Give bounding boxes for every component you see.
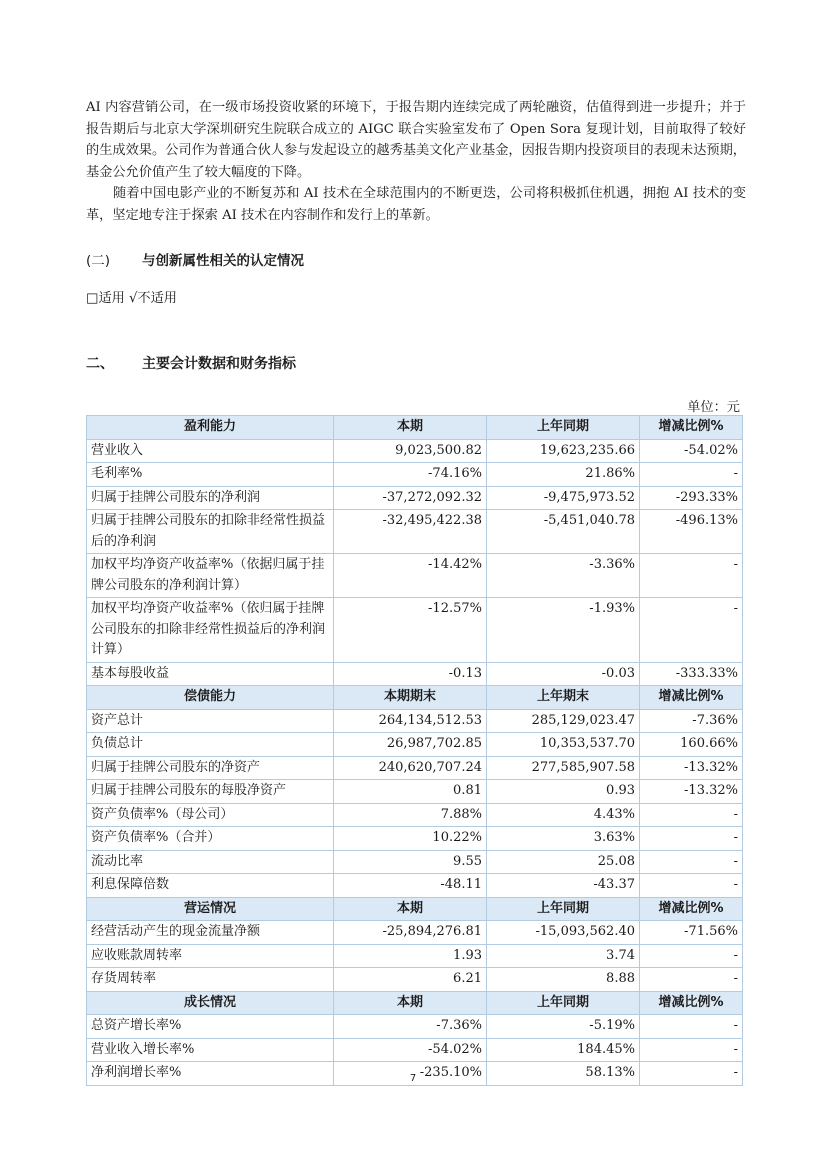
row-value: 25.08 xyxy=(487,850,640,874)
table-section-header xyxy=(87,686,743,710)
row-label: 毛利率% xyxy=(87,463,334,487)
row-value: 264,134,512.53 xyxy=(334,709,487,733)
row-label: 资产负债率%（母公司） xyxy=(87,803,334,827)
row-value: 0.81 xyxy=(334,780,487,804)
row-label: 负债总计 xyxy=(87,733,334,757)
table-header-cell: 营运情况 xyxy=(87,897,334,921)
row-value: 240,620,707.24 xyxy=(334,756,487,780)
table-row xyxy=(87,850,743,874)
row-value: -13.32% xyxy=(640,780,743,804)
row-label: 经营活动产生的现金流量净额 xyxy=(87,921,334,945)
table-row xyxy=(87,439,743,463)
table-header-cell: 增减比例% xyxy=(640,991,743,1015)
row-value: 285,129,023.47 xyxy=(487,709,640,733)
row-value: - xyxy=(640,1038,743,1062)
table-row xyxy=(87,756,743,780)
row-value: -12.57% xyxy=(334,598,487,663)
table-row xyxy=(87,921,743,945)
row-value: -7.36% xyxy=(334,1015,487,1039)
row-value: -3.36% xyxy=(487,554,640,598)
row-value: 1.93 xyxy=(334,944,487,968)
table-row xyxy=(87,554,743,598)
table-row xyxy=(87,780,743,804)
row-value: - xyxy=(640,850,743,874)
table-section-header xyxy=(87,991,743,1015)
table-header-cell: 偿债能力 xyxy=(87,686,334,710)
row-value: - xyxy=(640,803,743,827)
body-paragraph-1: AI 内容营销公司，在一级市场投资收紧的环境下，于报告期内连续完成了两轮融资，估值得到进一步提升；并于报告期后与北京大学深圳研究生院联合成立的 AIGC 联合实验室发布了 Open Sora 复现计划，目前取得了较好的生成效果。公司作为普通合伙人参与发起设立的越秀基美文化产业基金，因报告期内投资项目的表现未达预期，基金公允价值产生了较大幅度的下降。 xyxy=(86,100,746,180)
row-value: 3.63% xyxy=(487,827,640,851)
table-header-cell: 本期 xyxy=(334,991,487,1015)
row-label: 归属于挂牌公司股东的净资产 xyxy=(87,756,334,780)
row-value: -25,894,276.81 xyxy=(334,921,487,945)
row-label: 基本每股收益 xyxy=(87,662,334,686)
row-value: 7.88% xyxy=(334,803,487,827)
table-row xyxy=(87,486,743,510)
row-label: 归属于挂牌公司股东的每股净资产 xyxy=(87,780,334,804)
row-label: 资产负债率%（合并） xyxy=(87,827,334,851)
table-row xyxy=(87,803,743,827)
row-value: - xyxy=(640,598,743,663)
row-value: -54.02% xyxy=(334,1038,487,1062)
section-title: 主要会计数据和财务指标 xyxy=(142,356,296,372)
table-header-cell: 增减比例% xyxy=(640,686,743,710)
row-value: - xyxy=(640,874,743,898)
row-value: -7.36% xyxy=(640,709,743,733)
unit-label: 单位：元 xyxy=(687,400,740,415)
table-header-cell: 盈利能力 xyxy=(87,416,334,440)
row-value: -54.02% xyxy=(640,439,743,463)
row-value: -13.32% xyxy=(640,756,743,780)
row-value: -0.03 xyxy=(487,662,640,686)
table-row xyxy=(87,733,743,757)
row-label: 流动比率 xyxy=(87,850,334,874)
table-header-cell: 增减比例% xyxy=(640,416,743,440)
table-row xyxy=(87,1015,743,1039)
table-header-cell: 本期 xyxy=(334,897,487,921)
row-value: 19,623,235.66 xyxy=(487,439,640,463)
row-value: -74.16% xyxy=(334,463,487,487)
row-value: - xyxy=(640,827,743,851)
table-row xyxy=(87,968,743,992)
row-value: -496.13% xyxy=(640,510,743,554)
row-value: 4.43% xyxy=(487,803,640,827)
row-label: 利息保障倍数 xyxy=(87,874,334,898)
row-label: 资产总计 xyxy=(87,709,334,733)
row-value: -9,475,973.52 xyxy=(487,486,640,510)
financial-indicators-table xyxy=(86,415,743,1086)
row-value: -37,272,092.32 xyxy=(334,486,487,510)
table-header-cell: 上年同期 xyxy=(487,416,640,440)
row-label: 营业收入增长率% xyxy=(87,1038,334,1062)
row-value: -0.13 xyxy=(334,662,487,686)
table-header-cell: 成长情况 xyxy=(87,991,334,1015)
row-label: 加权平均净资产收益率%（依据归属于挂牌公司股东的净利润计算） xyxy=(87,554,334,598)
row-value: 6.21 xyxy=(334,968,487,992)
row-value: - xyxy=(640,944,743,968)
body-paragraph-2: 随着中国电影产业的不断复苏和 AI 技术在全球范围内的不断更迭，公司将积极抓住机遇，拥抱 AI 技术的变革，坚定地专注于探索 AI 技术在内容制作和发行上的革新。 xyxy=(86,186,746,223)
row-value: 277,585,907.58 xyxy=(487,756,640,780)
table-section-header xyxy=(87,897,743,921)
row-label: 加权平均净资产收益率%（依归属于挂牌公司股东的扣除非经常性损益后的净利润计算） xyxy=(87,598,334,663)
subsection-heading xyxy=(86,249,304,269)
row-label: 总资产增长率% xyxy=(87,1015,334,1039)
row-value: 9.55 xyxy=(334,850,487,874)
row-value: 58.13% xyxy=(487,1062,640,1086)
applicability-choice: □适用 √不适用 xyxy=(86,291,177,306)
table-section-header xyxy=(87,416,743,440)
row-value: -1.93% xyxy=(487,598,640,663)
row-value: 9,023,500.82 xyxy=(334,439,487,463)
row-label: 存货周转率 xyxy=(87,968,334,992)
table-row xyxy=(87,598,743,663)
table-header-cell: 上年期末 xyxy=(487,686,640,710)
row-label: 归属于挂牌公司股东的扣除非经常性损益后的净利润 xyxy=(87,510,334,554)
row-label: 归属于挂牌公司股东的净利润 xyxy=(87,486,334,510)
row-label: 应收账款周转率 xyxy=(87,944,334,968)
row-value: -333.33% xyxy=(640,662,743,686)
row-value: -293.33% xyxy=(640,486,743,510)
row-value: 0.93 xyxy=(487,780,640,804)
table-row xyxy=(87,1038,743,1062)
row-value: -5,451,040.78 xyxy=(487,510,640,554)
table-header-cell: 增减比例% xyxy=(640,897,743,921)
row-value: -14.42% xyxy=(334,554,487,598)
table-header-cell: 本期 xyxy=(334,416,487,440)
table-row xyxy=(87,874,743,898)
table-row xyxy=(87,662,743,686)
subsection-title: 与创新属性相关的认定情况 xyxy=(142,253,304,269)
row-value: 184.45% xyxy=(487,1038,640,1062)
section-heading xyxy=(86,353,296,373)
row-value: -5.19% xyxy=(487,1015,640,1039)
row-value: -32,495,422.38 xyxy=(334,510,487,554)
row-value: 160.66% xyxy=(640,733,743,757)
table-header-cell: 本期期末 xyxy=(334,686,487,710)
page-number: 7 xyxy=(409,1073,417,1084)
row-value: - xyxy=(640,1015,743,1039)
section-number: 二、 xyxy=(86,356,114,372)
table-row xyxy=(87,463,743,487)
row-value: 10.22% xyxy=(334,827,487,851)
row-value: - xyxy=(640,463,743,487)
row-value: - xyxy=(640,554,743,598)
row-value: 8.88 xyxy=(487,968,640,992)
table-header-cell: 上年同期 xyxy=(487,991,640,1015)
subsection-number: (二) xyxy=(86,253,111,269)
row-value: 10,353,537.70 xyxy=(487,733,640,757)
table-row xyxy=(87,944,743,968)
row-value: -71.56% xyxy=(640,921,743,945)
row-value: -48.11 xyxy=(334,874,487,898)
row-value: - xyxy=(640,1062,743,1086)
table-row xyxy=(87,510,743,554)
row-value: - xyxy=(640,968,743,992)
row-value: 21.86% xyxy=(487,463,640,487)
row-value: 26,987,702.85 xyxy=(334,733,487,757)
table-row xyxy=(87,827,743,851)
row-label: 净利润增长率% xyxy=(87,1062,334,1086)
row-value: -15,093,562.40 xyxy=(487,921,640,945)
row-value: -235.10% xyxy=(334,1062,487,1086)
row-value: 3.74 xyxy=(487,944,640,968)
row-label: 营业收入 xyxy=(87,439,334,463)
table-header-cell: 上年同期 xyxy=(487,897,640,921)
table-row xyxy=(87,709,743,733)
row-value: -43.37 xyxy=(487,874,640,898)
